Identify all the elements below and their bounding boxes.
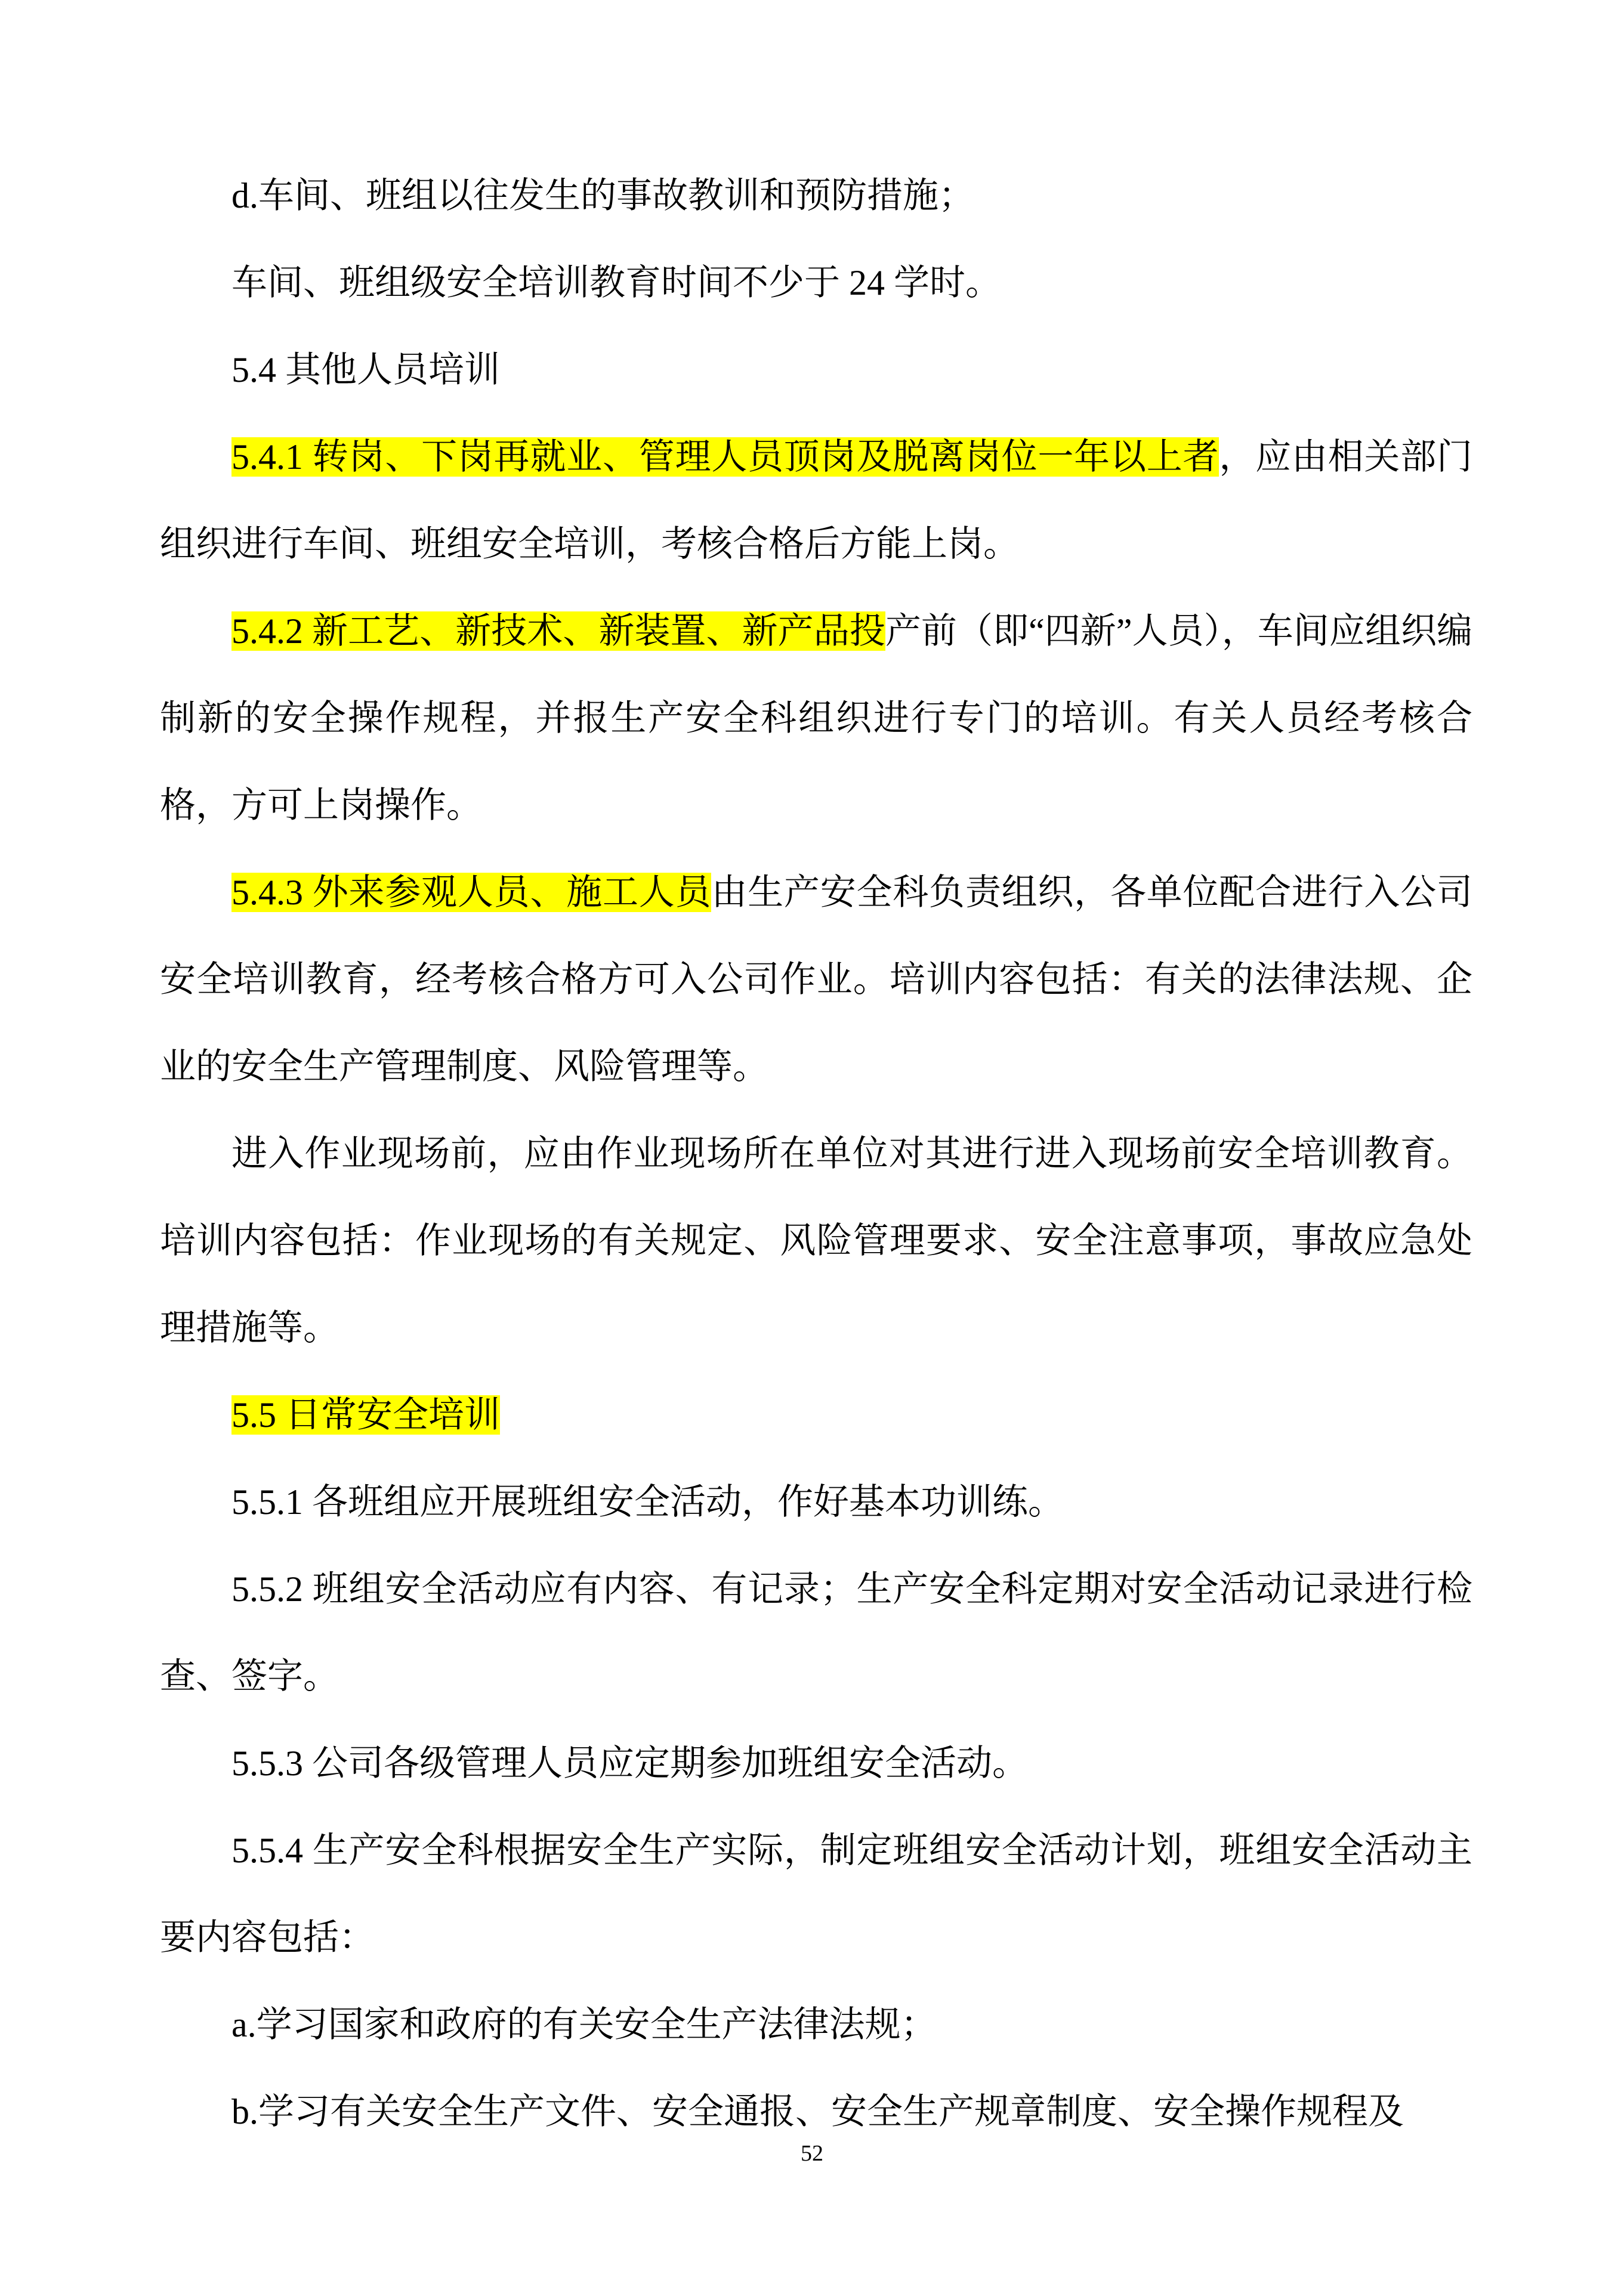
highlighted-text: 5.4.3 外来参观人员、施工人员	[231, 873, 712, 912]
section-heading-5-4	[160, 326, 1472, 413]
paragraph-d-item	[160, 152, 1472, 239]
paragraph-5-5-4	[160, 1807, 1472, 1981]
page-number: 52	[801, 2141, 823, 2166]
paragraph-a-item	[160, 1981, 1472, 2068]
paragraph-text: ，应由相关部门组织进行车间、班组安全培训，考核合格后方能上岗。	[160, 437, 1472, 564]
paragraph-text: 产前（即“四新”人员），车间应组织编制新的安全操作规程，并报生产安全科组织进行专门的培训。有关人员经考核合格，方可上岗操作。	[160, 611, 1473, 825]
paragraph-5-5-3	[160, 1720, 1472, 1807]
paragraph-text: 5.4 其他人员培训	[231, 350, 500, 390]
document-body	[160, 152, 1472, 2155]
paragraph-text: 5.5.2 班组安全活动应有内容、有记录；生产安全科定期对安全活动记录进行检查、签字。	[160, 1569, 1472, 1696]
paragraph-workshop-hours	[160, 239, 1472, 326]
paragraph-5-4-3	[160, 849, 1472, 1110]
paragraph-5-4-1	[160, 413, 1472, 588]
highlighted-text: 5.4.2 新工艺、新技术、新装置、新产品投	[231, 611, 885, 651]
paragraph-text: 5.5.3 公司各级管理人员应定期参加班组安全活动。	[231, 1744, 1028, 1783]
paragraph-text: 由生产安全科负责组织，各单位配合进行入公司安全培训教育，经考核合格方可入公司作业。培训内容包括：有关的法律法规、企业的安全生产管理制度、风险管理等。	[160, 873, 1472, 1086]
section-heading-5-5	[160, 1371, 1472, 1458]
paragraph-5-4-2	[160, 588, 1472, 849]
paragraph-text: 进入作业现场前，应由作业现场所在单位对其进行进入现场前安全培训教育。培训内容包括：作业现场的有关规定、风险管理要求、安全注意事项，事故应急处理措施等。	[160, 1134, 1472, 1348]
highlighted-text: 5.5 日常安全培训	[231, 1395, 500, 1435]
paragraph-text: 5.5.4 生产安全科根据安全生产实际，制定班组安全活动计划，班组安全活动主要内容包括：	[160, 1831, 1472, 1957]
paragraph-5-5-2	[160, 1546, 1472, 1720]
paragraph-site-entry	[160, 1110, 1472, 1371]
paragraph-text: a.学习国家和政府的有关安全生产法律法规；	[231, 2005, 937, 2044]
paragraph-text: 车间、班组级安全培训教育时间不少于 24 学时。	[231, 263, 1001, 302]
paragraph-text: 5.5.1 各班组应开展班组安全活动，作好基本功训练。	[231, 1482, 1064, 1522]
paragraph-5-5-1	[160, 1458, 1472, 1546]
paragraph-text: b.学习有关安全生产文件、安全通报、安全生产规章制度、安全操作规程及	[231, 2092, 1404, 2131]
paragraph-text: d.车间、班组以往发生的事故教训和预防措施；	[231, 176, 974, 215]
highlighted-text: 5.4.1 转岗、下岗再就业、管理人员顶岗及脱离岗位一年以上者	[231, 437, 1219, 477]
